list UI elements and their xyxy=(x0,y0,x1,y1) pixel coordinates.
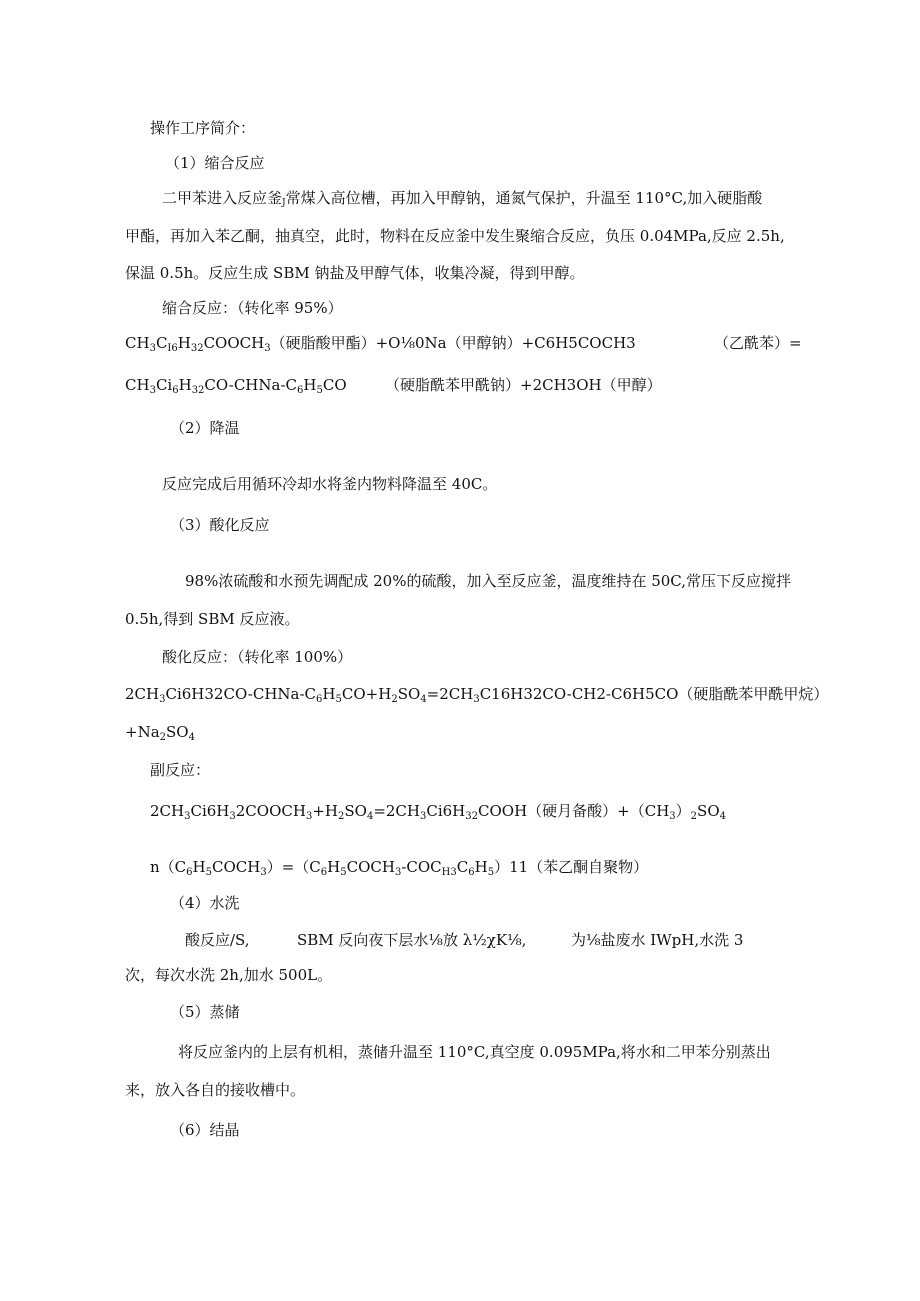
section-1-paragraph-line-1: 二甲苯进入反应釜J常煤入高位槽，再加入甲醇钠，通氮气保护，升温至 110°C,加入硬脂酸 xyxy=(162,189,763,208)
equation-1-line-1: $CH_3C_{I6}H_{32}COOCH_3$（硬脂酸甲酯）+O⅛0Na（甲醇钠）+C6H5COCH3 xyxy=(125,334,636,354)
section-3-paragraph-line-2: 0.5h,得到 SBM 反应液。 xyxy=(125,610,300,628)
equation-1-line-2-formula: $CH_3Ci_6H_{32}CO-CHNa-C_6H_5CO$ xyxy=(125,376,347,396)
side-reaction-equation-2: $n(C_6H_5COCH_3)=(C_6H_5COCH_3-COC_{H3}C_6H_5)11$（苯乙酮自聚物） xyxy=(150,858,649,878)
section-4-paragraph-line-1-a: 酸反应/S, xyxy=(185,931,250,949)
equation-2-line-1: $2CH_3Ci6H32CO-CHNa-C_6H_5CO+H_2SO_4=2CH_3C16H32CO-CH2-C6H5CO$（硬脂酰苯甲酰甲烷） xyxy=(125,685,829,705)
equation-1-line-2-text: （硬脂酰苯甲酰钠）+2CH3OH（甲醇） xyxy=(385,376,662,394)
section-5-heading: （5）蒸储 xyxy=(170,1003,240,1021)
section-2-paragraph: 反应完成后用循环冷却水将釜内物料降温至 40C。 xyxy=(162,475,498,493)
section-4-heading: （4）水洗 xyxy=(170,894,240,912)
section-3-heading: （3）酸化反应 xyxy=(170,516,270,534)
section-3-paragraph-line-1: 98%浓硫酸和水预先调配成 20%的硫酸，加入至反应釜，温度维持在 50C,常压下反应搅拌 xyxy=(185,572,792,590)
section-4-paragraph-line-1-b: SBM 反向夜下层水⅛放 λ½χK⅛, xyxy=(297,931,527,949)
equation-1-product-label: （乙酰苯）= xyxy=(714,334,802,352)
acidification-conversion-label: 酸化反应：（转化率 100%） xyxy=(162,648,353,666)
side-reaction-heading: 副反应： xyxy=(150,761,211,779)
section-1-heading: （1）缩合反应 xyxy=(165,154,265,172)
section-4-paragraph-line-1-c: 为⅛盐废水 IWpH,水洗 3 xyxy=(571,931,744,949)
section-1-paragraph-line-2: 甲酯，再加入苯乙酮，抽真空，此时，物料在反应釜中发生聚缩合反应，负压 0.04MPa,反应 2.5h, xyxy=(125,227,785,245)
section-2-heading: （2）降温 xyxy=(170,419,240,437)
intro-heading: 操作工序简介： xyxy=(150,119,256,137)
section-5-paragraph-line-2: 来，放入各自的接收槽中。 xyxy=(125,1081,306,1099)
section-5-paragraph-line-1: 将反应釜内的上层有机相，蒸储升温至 110°C,真空度 0.095MPa,将水和二甲苯分别蒸出 xyxy=(178,1043,771,1061)
section-4-paragraph-line-2: 次，每次水洗 2h,加水 500L。 xyxy=(125,966,333,984)
section-6-heading: （6）结晶 xyxy=(170,1121,240,1139)
condensation-conversion-label: 缩合反应：（转化率 95%） xyxy=(162,299,343,317)
section-1-paragraph-line-3: 保温 0.5h。反应生成 SBM 钠盐及甲醇气体，收集冷凝，得到甲醇。 xyxy=(125,264,585,282)
equation-2-line-2: $+Na_2SO_4$ xyxy=(125,723,195,743)
side-reaction-equation-1: $2CH_3Ci6H_32COOCH_3+H_2SO_4=2CH_3Ci6H_{32}COOH$（硬月备酸）$+(CH_3)_2SO_4$ xyxy=(150,802,726,822)
section-1-artifact-mark: J xyxy=(282,198,286,208)
